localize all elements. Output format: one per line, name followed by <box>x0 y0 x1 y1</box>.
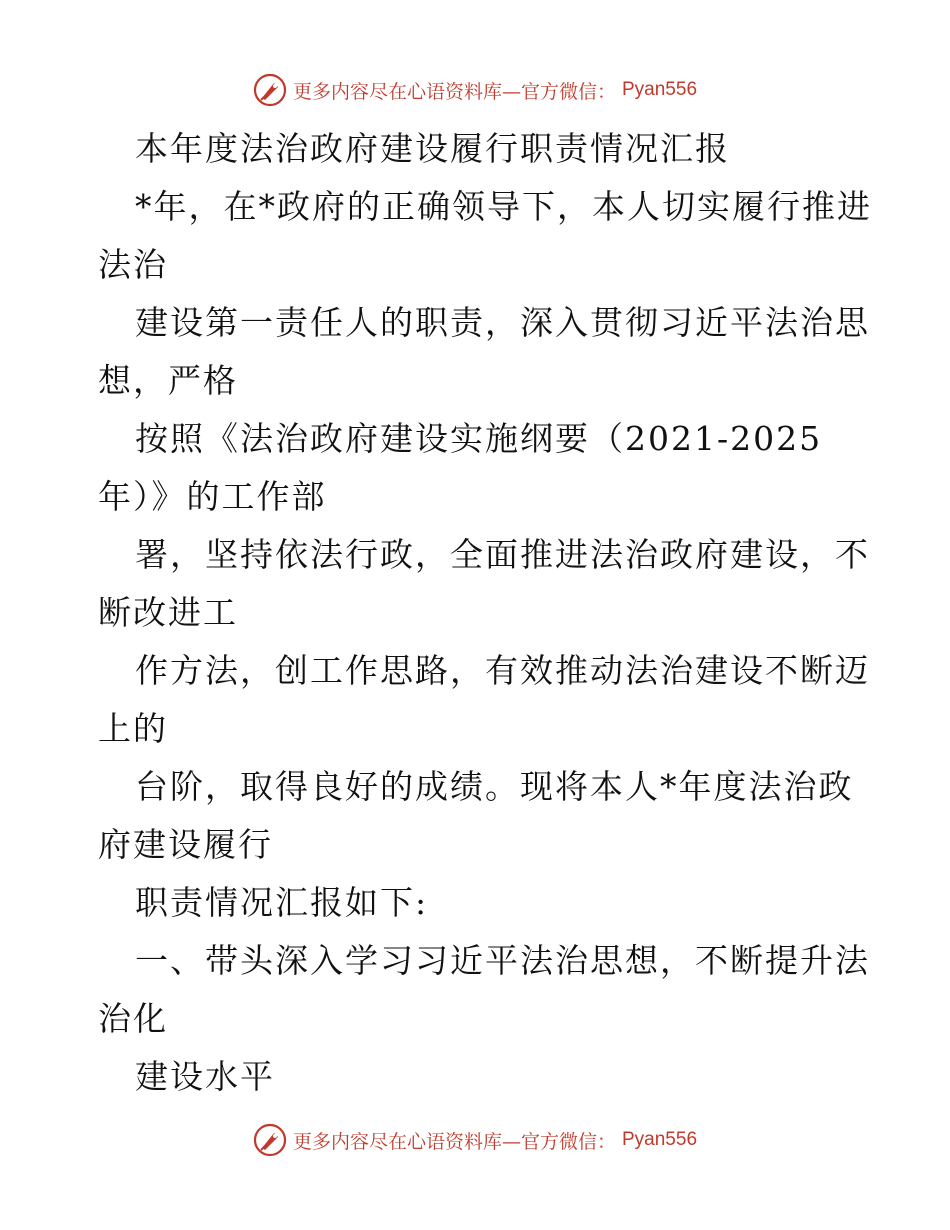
paragraph-line: 想，严格 <box>98 361 238 400</box>
paragraph-line: 作方法，创工作思路，有效推动法治建设不断迈 <box>135 651 870 690</box>
pen-nib-logo-icon <box>253 1123 287 1157</box>
paragraph-line: 年）》的工作部 <box>98 477 327 516</box>
section-heading-line: 治化 <box>98 999 168 1038</box>
banner-text: 更多内容尽在心语资料库—官方微信： <box>292 80 616 103</box>
pen-nib-logo-icon <box>253 73 287 107</box>
header-watermark-banner <box>0 70 950 110</box>
footer-watermark-banner <box>0 1120 950 1160</box>
paragraph-line: 署，坚持依法行政，全面推进法治政府建设，不 <box>135 535 870 574</box>
paragraph-line: 台阶，取得良好的成绩。现将本人*年度法治政 <box>135 767 854 806</box>
paragraph-line: 建设第一责任人的职责，深入贯彻习近平法治思 <box>135 303 870 342</box>
paragraph-line: 职责情况汇报如下: <box>135 883 429 922</box>
section-heading-line: 一、带头深入学习习近平法治思想，不断提升法 <box>135 941 870 980</box>
paragraph-line: 上的 <box>98 709 168 748</box>
paragraph-line: 断改进工 <box>98 593 238 632</box>
paragraph-line: *年，在*政府的正确领导下，本人切实履行推进 <box>135 187 872 226</box>
banner-wechat-id: Pyan556 <box>622 1129 698 1150</box>
banner-wechat-id: Pyan556 <box>622 79 698 100</box>
document-body <box>98 120 872 1106</box>
document-title: 本年度法治政府建设履行职责情况汇报 <box>135 129 730 168</box>
banner-text: 更多内容尽在心语资料库—官方微信： <box>292 1130 616 1153</box>
paragraph-line: 法治 <box>98 245 168 284</box>
paragraph-line: 府建设履行 <box>98 825 273 864</box>
paragraph-line: 按照《法治政府建设实施纲要（2021-2025 <box>135 419 823 458</box>
section-heading-line: 建设水平 <box>135 1057 275 1096</box>
